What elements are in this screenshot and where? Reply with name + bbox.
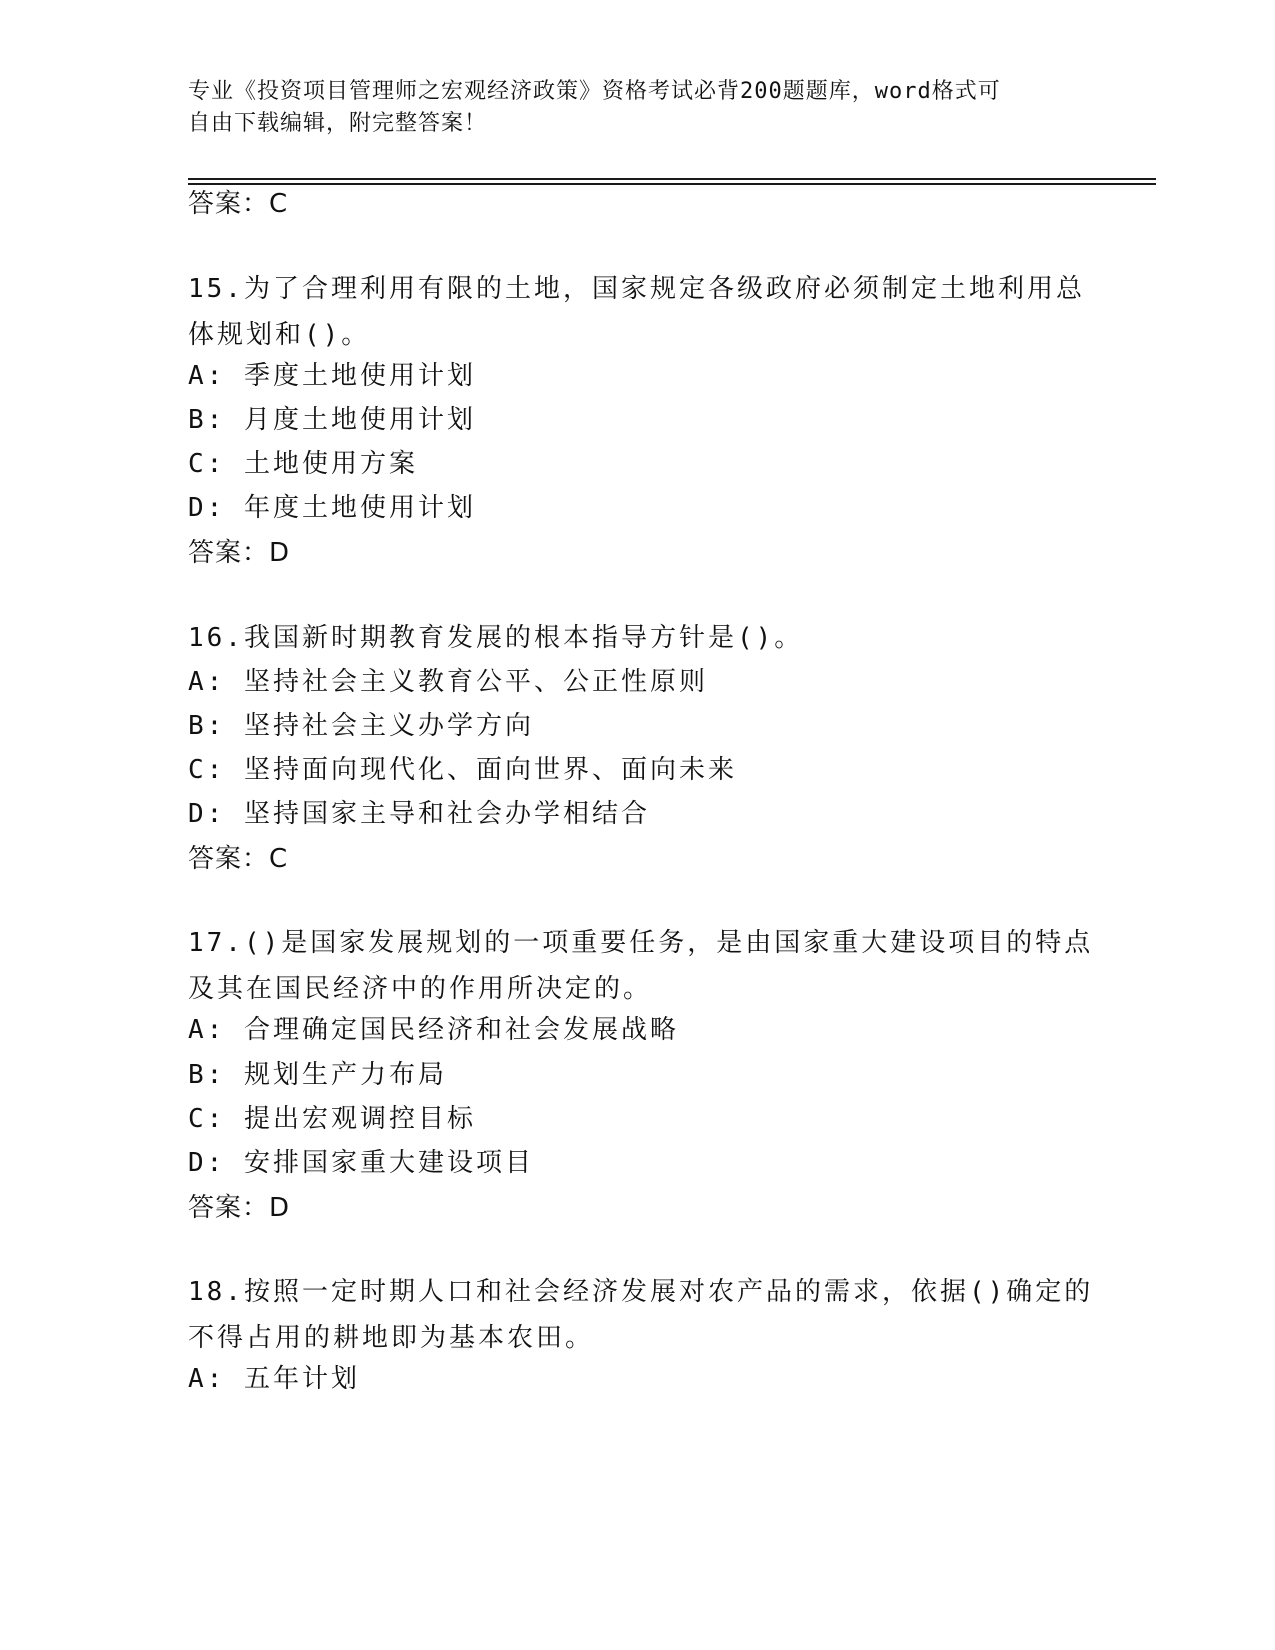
question-15-option-a: A: 季度土地使用计划: [188, 361, 476, 391]
question-17-stem: [188, 920, 1094, 1012]
question-15-option-b: B: 月度土地使用计划: [188, 405, 476, 435]
document-header: [188, 76, 1068, 140]
header-title-line-2: 自由下载编辑，附完整答案！: [188, 111, 488, 136]
question-17-option-b: B: 规划生产力布局: [188, 1060, 447, 1090]
question-18-stem-line-2: 不得占用的耕地即为基本农田。: [188, 1323, 595, 1353]
question-15-stem-line-2: 体规划和()。: [188, 320, 371, 350]
question-17-option-c: C: 提出宏观调控目标: [188, 1104, 476, 1134]
question-16-answer: 答案：C: [188, 844, 289, 874]
question-15-option-c: C: 土地使用方案: [188, 449, 418, 479]
question-17-stem-line-1: 17.()是国家发展规划的一项重要任务，是由国家重大建设项目的特点: [188, 928, 1094, 958]
question-17-answer: 答案：D: [188, 1193, 291, 1223]
question-16-option-b: B: 坚持社会主义办学方向: [188, 711, 534, 741]
question-16-option-a: A: 坚持社会主义教育公平、公正性原则: [188, 667, 708, 697]
question-17-option-a: A: 合理确定国民经济和社会发展战略: [188, 1015, 679, 1045]
previous-answer: 答案：C: [188, 189, 289, 219]
header-divider-bottom: [188, 183, 1156, 185]
question-16-stem: [188, 615, 1088, 661]
question-16-option-d: D: 坚持国家主导和社会办学相结合: [188, 799, 650, 829]
question-16-option-c: C: 坚持面向现代化、面向世界、面向未来: [188, 755, 737, 785]
question-18-option-a: A: 五年计划: [188, 1364, 360, 1394]
question-18-stem: [188, 1269, 1094, 1361]
question-15-option-d: D: 年度土地使用计划: [188, 493, 476, 523]
question-15-stem: [188, 266, 1088, 358]
header-divider-top: [188, 178, 1156, 180]
header-title-line-1: 专业《投资项目管理师之宏观经济政策》资格考试必背200题题库，word格式可: [188, 79, 1001, 104]
question-15-stem-line-1: 15.为了合理利用有限的土地，国家规定各级政府必须制定土地利用总: [188, 274, 1085, 304]
question-18-stem-line-1: 18.按照一定时期人口和社会经济发展对农产品的需求，依据()确定的: [188, 1277, 1094, 1307]
question-16-stem-line-1: 16.我国新时期教育发展的根本指导方针是()。: [188, 623, 804, 653]
question-15-answer: 答案：D: [188, 538, 291, 568]
question-17-stem-line-2: 及其在国民经济中的作用所决定的。: [188, 974, 653, 1004]
question-17-option-d: D: 安排国家重大建设项目: [188, 1148, 534, 1178]
